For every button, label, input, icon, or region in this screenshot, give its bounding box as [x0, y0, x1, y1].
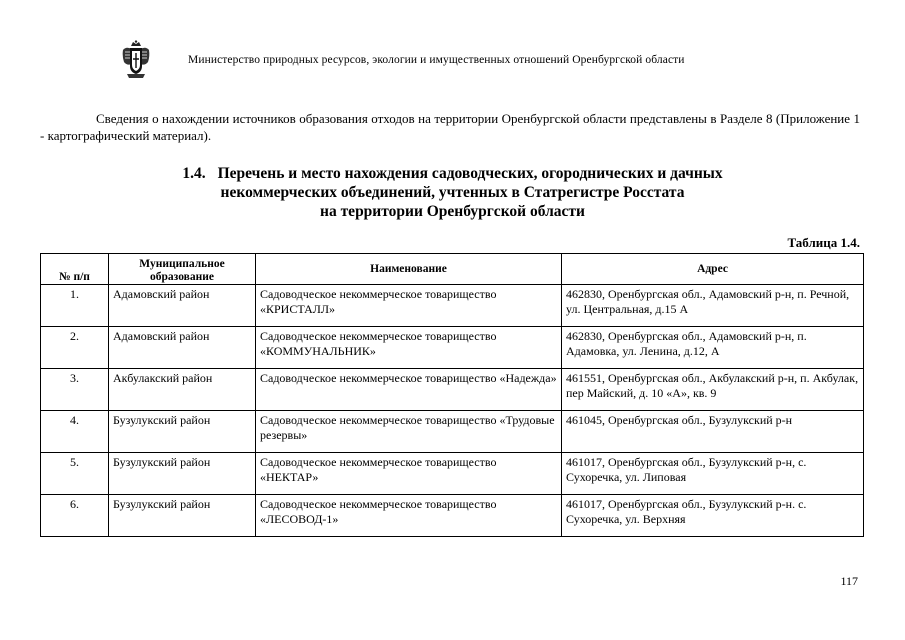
row-municipality: Акбулакский район — [109, 369, 256, 411]
row-name: Садоводческое некоммерческое товарищество «ЛЕСОВОД-1» — [256, 495, 562, 537]
row-number: 3. — [41, 369, 109, 411]
row-number: 1. — [41, 285, 109, 327]
table-row — [41, 327, 864, 369]
row-number: 5. — [41, 453, 109, 495]
table-row — [41, 453, 864, 495]
ministry-name: Министерство природных ресурсов, экологии и имущественных отношений Оренбургской области — [188, 54, 685, 66]
table-header-row — [41, 254, 864, 285]
row-number: 2. — [41, 327, 109, 369]
associations-table — [40, 253, 864, 537]
intro-paragraph: Сведения о нахождении источников образования отходов на территории Оренбургской области представлены в Разделе 8 (Приложение 1 - картографический материал). — [40, 111, 860, 143]
row-address: 461045, Оренбургская обл., Бузулукский р-н — [562, 411, 864, 453]
row-address: 461017, Оренбургская обл., Бузулукский р-н. с. Сухоречка, ул. Верхняя — [562, 495, 864, 537]
section-heading — [40, 164, 865, 221]
row-municipality: Бузулукский район — [109, 453, 256, 495]
header-address: Адрес — [562, 254, 864, 285]
row-municipality: Адамовский район — [109, 285, 256, 327]
row-address: 462830, Оренбургская обл., Адамовский р-н, п. Речной, ул. Центральная, д.15 А — [562, 285, 864, 327]
row-name: Садоводческое некоммерческое товарищество «Надежда» — [256, 369, 562, 411]
row-municipality: Адамовский район — [109, 327, 256, 369]
page-number: 117 — [840, 574, 858, 588]
table-row — [41, 285, 864, 327]
row-name: Садоводческое некоммерческое товарищество «НЕКТАР» — [256, 453, 562, 495]
row-name: Садоводческое некоммерческое товарищество «КОММУНАЛЬНИК» — [256, 327, 562, 369]
row-address: 462830, Оренбургская обл., Адамовский р-н, п. Адамовка, ул. Ленина, д.12, А — [562, 327, 864, 369]
row-name: Садоводческое некоммерческое товарищество «Трудовые резервы» — [256, 411, 562, 453]
row-name: Садоводческое некоммерческое товарищество «КРИСТАЛЛ» — [256, 285, 562, 327]
table-caption: Таблица 1.4. — [787, 235, 860, 250]
section-title-line2: некоммерческих объединений, учтенных в Статрегистре Росстата — [220, 184, 685, 201]
row-number: 4. — [41, 411, 109, 453]
row-municipality: Бузулукский район — [109, 495, 256, 537]
header-number: № п/п — [41, 254, 109, 285]
section-title-line1: Перечень и место нахождения садоводческих, огороднических и дачных — [217, 165, 723, 182]
row-address: 461551, Оренбургская обл., Акбулакский р-н, п. Акбулак, пер Майский, д. 10 «А», кв. 9 — [562, 369, 864, 411]
section-heading-line1 — [40, 164, 865, 183]
section-title-line3: на территории Оренбургской области — [320, 203, 585, 220]
row-number: 6. — [41, 495, 109, 537]
header-municipality: Муниципальное образование — [109, 254, 256, 285]
coat-of-arms-icon — [122, 40, 150, 80]
table-row — [41, 495, 864, 537]
table-row — [41, 411, 864, 453]
header-name: Наименование — [256, 254, 562, 285]
table-row — [41, 369, 864, 411]
row-address: 461017, Оренбургская обл., Бузулукский р-н, с. Сухоречка, ул. Липовая — [562, 453, 864, 495]
section-number: 1.4. — [182, 165, 206, 182]
row-municipality: Бузулукский район — [109, 411, 256, 453]
